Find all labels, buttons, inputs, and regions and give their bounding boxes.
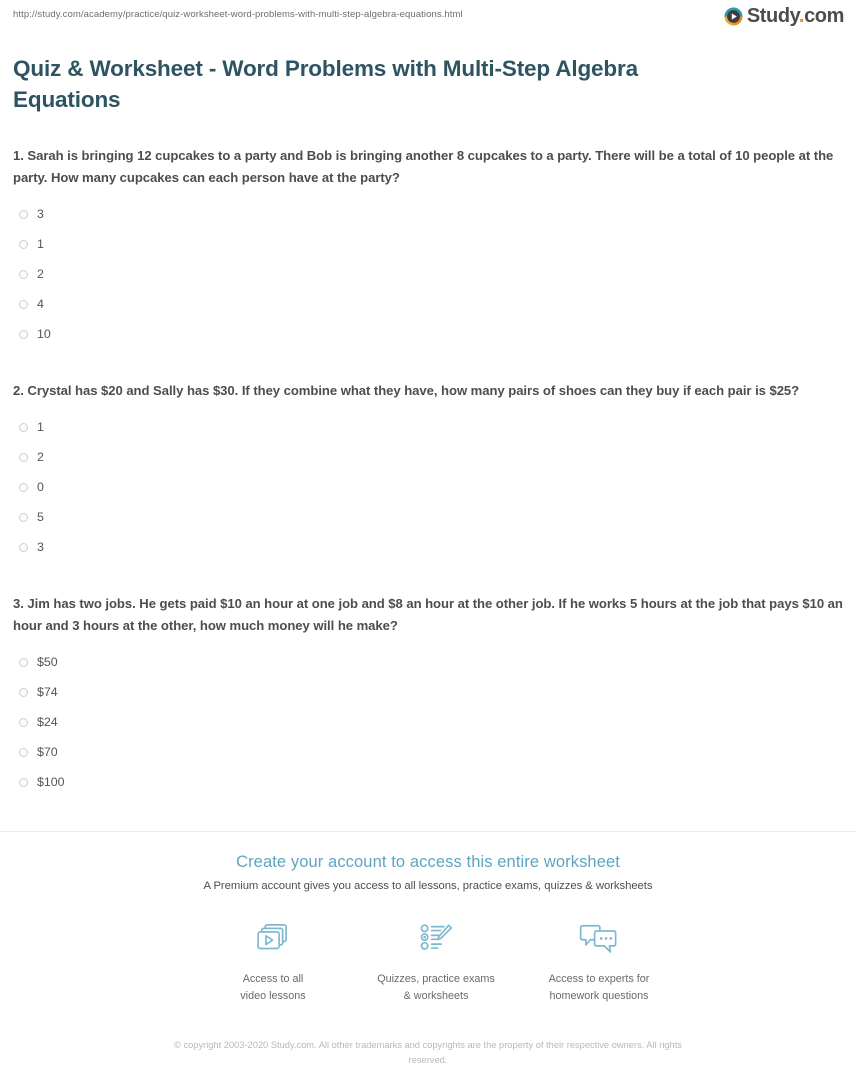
radio-button[interactable] — [19, 658, 28, 667]
answer-option[interactable] — [13, 289, 844, 319]
chat-bubbles-icon — [577, 916, 621, 960]
feature-label-line2: & worksheets — [403, 989, 469, 1002]
radio-button[interactable] — [19, 270, 28, 279]
answer-option[interactable] — [13, 259, 844, 289]
answer-option[interactable] — [13, 229, 844, 259]
question-text: 2. Crystal has $20 and Sally has $30. If they combine what they have, how many pairs of shoes can they buy if each pair is $25? — [13, 383, 800, 399]
question-text: 1. Sarah is bringing 12 cupcakes to a party and Bob is bringing another 8 cupcakes to a party. There will be a total of 10 people at the party. How many cupcakes can each person have at the party? — [13, 148, 834, 186]
answer-option[interactable] — [13, 647, 844, 677]
feature-label-line1: Access to experts for — [548, 973, 650, 986]
answer-option[interactable] — [13, 199, 844, 229]
feature-expert-help — [518, 916, 681, 1004]
feature-label-line1: Quizzes, practice exams — [377, 973, 495, 986]
answer-option-label: 2 — [37, 449, 44, 464]
brand-dot: . — [798, 5, 805, 27]
answer-option[interactable] — [13, 502, 844, 532]
radio-button[interactable] — [19, 330, 28, 339]
answer-option[interactable] — [13, 767, 844, 797]
answer-option[interactable] — [13, 532, 844, 562]
radio-button[interactable] — [19, 483, 28, 492]
question-text: 3. Jim has two jobs. He gets paid $10 an hour at one job and $8 an hour at the other job. If he works 5 hours at the job that pays $10 an hour and 3 hours at the other, how much money will he make? — [13, 596, 843, 634]
answer-option-label: 1 — [37, 419, 44, 434]
quiz-checklist-pencil-icon — [415, 916, 457, 960]
answer-option-label: 3 — [37, 206, 44, 221]
video-lessons-icon — [252, 916, 294, 960]
answer-option-label: 5 — [37, 509, 44, 524]
answer-option-label: $74 — [37, 684, 58, 699]
page-header — [0, 0, 856, 38]
radio-button[interactable] — [19, 718, 28, 727]
radio-button[interactable] — [19, 423, 28, 432]
feature-quizzes-worksheets — [355, 916, 518, 1004]
promo-section — [0, 831, 856, 1068]
promo-subheading: A Premium account gives you access to all lessons, practice exams, quizzes & worksheets — [203, 880, 653, 893]
feature-label — [377, 971, 495, 1004]
questions-list — [0, 145, 856, 797]
answer-option-label: 2 — [37, 266, 44, 281]
promo-heading[interactable]: Create your account to access this entire worksheet — [236, 853, 620, 872]
brand-name: Study — [746, 5, 799, 27]
copyright-notice: © copyright 2003-2020 Study.com. All other trademarks and copyrights are the property of their respective owners. All rights reserved. — [174, 1039, 682, 1065]
answer-option-label: 10 — [37, 326, 51, 341]
play-circle-icon — [724, 7, 743, 26]
radio-button[interactable] — [19, 210, 28, 219]
radio-button[interactable] — [19, 688, 28, 697]
page-url: http://study.com/academy/practice/quiz-worksheet-word-problems-with-multi-step-algebra-equations.html — [13, 9, 463, 20]
answer-options — [13, 647, 844, 797]
answer-option-label: $24 — [37, 714, 58, 729]
brand-wordmark — [747, 6, 844, 26]
answer-option-label: 0 — [37, 479, 44, 494]
answer-option[interactable] — [13, 737, 844, 767]
radio-button[interactable] — [19, 453, 28, 462]
feature-label — [549, 971, 650, 1004]
feature-label-line1: Access to all — [242, 973, 304, 986]
answer-option-label: 3 — [37, 539, 44, 554]
question-block — [0, 593, 856, 797]
answer-option-label: $70 — [37, 744, 58, 759]
answer-option-label: 4 — [37, 296, 44, 311]
page-title: Quiz & Worksheet - Word Problems with Multi-Step Algebra Equations — [13, 56, 638, 112]
feature-label-line2: homework questions — [549, 989, 649, 1002]
question-block — [0, 380, 856, 562]
brand-suffix: com — [804, 5, 844, 27]
answer-option-label: $50 — [37, 654, 58, 669]
study-com-logo[interactable] — [724, 6, 844, 26]
answer-option[interactable] — [13, 319, 844, 349]
question-block — [0, 145, 856, 349]
radio-button[interactable] — [19, 748, 28, 757]
answer-options — [13, 412, 844, 562]
radio-button[interactable] — [19, 543, 28, 552]
answer-option-label: 1 — [37, 236, 44, 251]
feature-label-line2: video lessons — [240, 989, 306, 1002]
promo-features — [0, 916, 856, 1004]
answer-option[interactable] — [13, 472, 844, 502]
answer-option[interactable] — [13, 412, 844, 442]
answer-options — [13, 199, 844, 349]
answer-option[interactable] — [13, 442, 844, 472]
feature-label — [240, 971, 305, 1004]
answer-option[interactable] — [13, 677, 844, 707]
radio-button[interactable] — [19, 513, 28, 522]
answer-option[interactable] — [13, 707, 844, 737]
feature-video-lessons — [192, 916, 355, 1004]
answer-option-label: $100 — [37, 774, 65, 789]
radio-button[interactable] — [19, 240, 28, 249]
radio-button[interactable] — [19, 300, 28, 309]
radio-button[interactable] — [19, 778, 28, 787]
